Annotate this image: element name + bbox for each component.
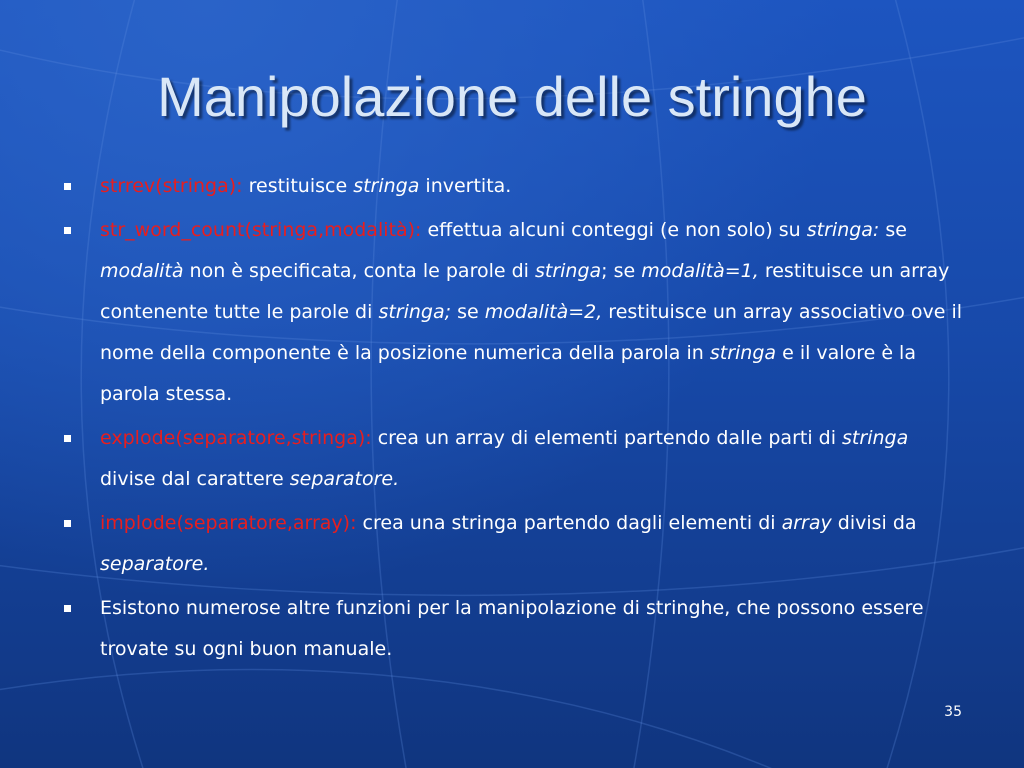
square-bullet-icon xyxy=(64,605,71,612)
emphasis: stringa xyxy=(534,260,602,282)
square-bullet-icon xyxy=(64,435,71,442)
bullet-text: non è specificata, conta le parole di xyxy=(183,260,535,282)
square-bullet-icon xyxy=(64,520,71,527)
emphasis: modalità=1, xyxy=(641,260,759,282)
bullet-text: se xyxy=(879,219,907,241)
emphasis: stringa: xyxy=(806,219,880,241)
bullet-strrev xyxy=(58,166,968,207)
bullet-list xyxy=(58,166,968,673)
emphasis: stringa xyxy=(353,175,420,197)
bullet-text: crea un array di elementi partendo dalle parti di xyxy=(371,427,843,449)
emphasis: stringa xyxy=(842,427,909,449)
bullet-text: restituisce un array associativo ove il nome della componente è la posizione numerica della parola in xyxy=(100,301,963,364)
bullet-text: divise dal carattere xyxy=(100,468,290,490)
page-number: 35 xyxy=(944,704,962,720)
bullet-text: effettua alcuni conteggi (e non solo) su xyxy=(421,219,807,241)
bullet-text: e il valore è la parola stessa. xyxy=(100,342,916,405)
bullet-other-functions xyxy=(58,588,968,670)
bullet-text: crea una stringa partendo dagli elementi di xyxy=(356,512,782,534)
bullet-text: se xyxy=(451,301,485,323)
function-name: explode(separatore,stringa): xyxy=(100,427,372,449)
function-name: strrev(stringa): xyxy=(100,175,243,197)
function-name: str_word_count(stringa,modalità): xyxy=(100,219,422,241)
bullet-text: divisi da xyxy=(831,512,917,534)
bullet-text: invertita. xyxy=(419,175,512,197)
emphasis: stringa; xyxy=(378,301,452,323)
emphasis: separatore. xyxy=(289,468,400,490)
square-bullet-icon xyxy=(64,183,71,190)
slide-title: Manipolazione delle stringhe xyxy=(157,65,867,128)
function-name: implode(separatore,array): xyxy=(100,512,357,534)
bullet-text: restituisce xyxy=(242,175,354,197)
bullet-str-word-count xyxy=(58,210,968,415)
emphasis: stringa xyxy=(709,342,777,364)
bullet-text: ; se xyxy=(601,260,642,282)
emphasis: separatore. xyxy=(100,553,210,575)
emphasis: modalità xyxy=(100,260,184,282)
bullet-text: restituisce un array contenente tutte le parole di xyxy=(100,260,950,323)
emphasis: modalità=2, xyxy=(484,301,603,323)
bullet-explode xyxy=(58,418,968,500)
square-bullet-icon xyxy=(64,227,71,234)
bullet-implode xyxy=(58,503,968,585)
emphasis: array xyxy=(781,512,832,534)
bullet-text: Esistono numerose altre funzioni per la manipolazione di stringhe, che possono essere trovate su ogni buon manuale. xyxy=(100,597,924,660)
